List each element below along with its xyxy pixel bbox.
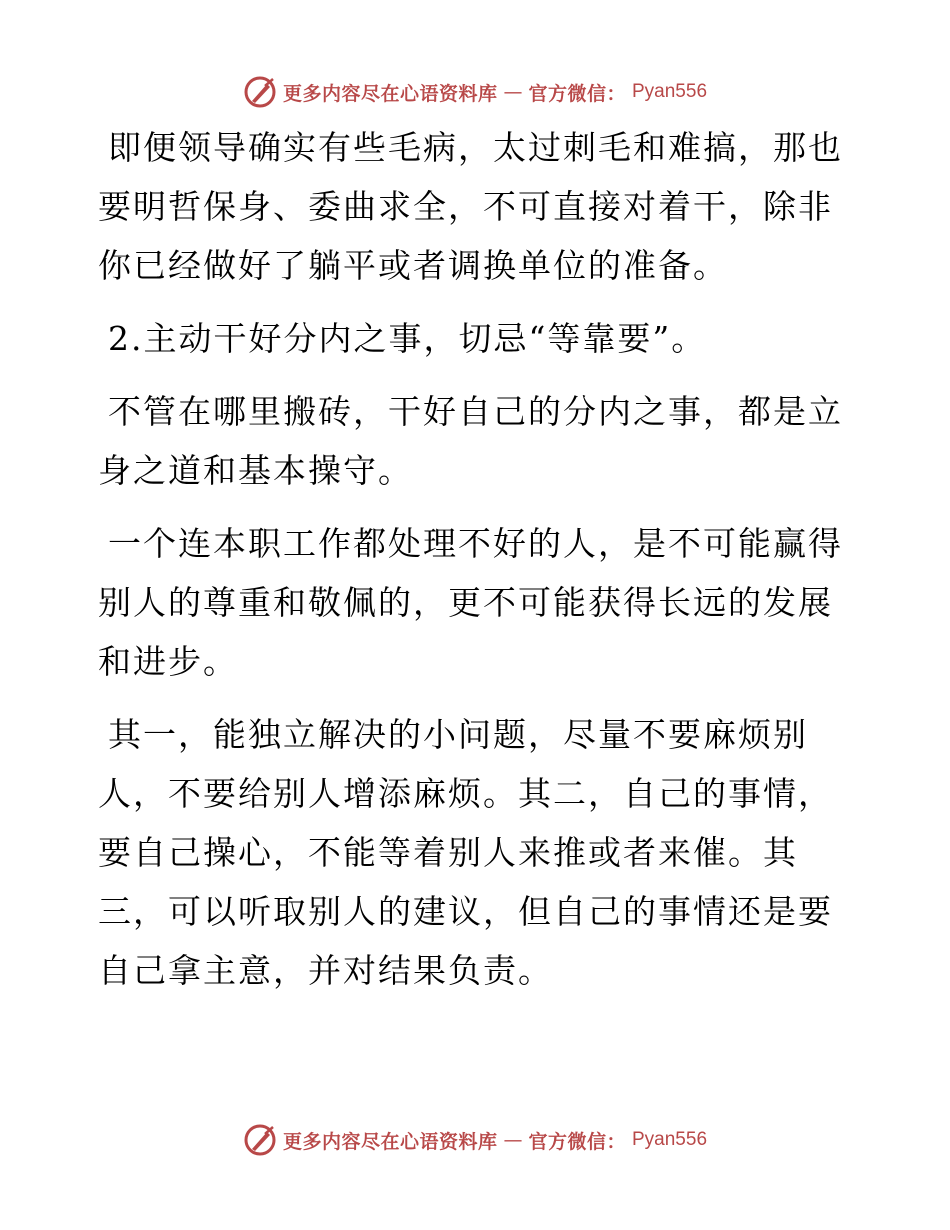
banner-wechat-id: Pyan556 xyxy=(632,1129,708,1150)
document-body xyxy=(98,118,858,1014)
paragraph-2: 2.主动干好分内之事，切忌“等靠要”。 xyxy=(108,319,707,358)
banner-separator: — xyxy=(503,1129,523,1151)
banner-wechat-label: 官方微信： xyxy=(528,82,626,105)
header-banner xyxy=(0,72,950,112)
paragraph-1: 即便领导确实有些毛病，太过刺毛和难搞，那也要明哲保身、委曲求全，不可直接对着干，除非你已经做好了躺平或者调换单位的准备。 xyxy=(98,128,843,285)
paragraph-5: 其一，能独立解决的小问题，尽量不要麻烦别人，不要给别人增添麻烦。其二，自己的事情，要自己操心，不能等着别人来推或者来催。其三，可以听取别人的建议，但自己的事情还是要自己拿主意，并对结果负责。 xyxy=(98,715,833,990)
paragraph-4: 一个连本职工作都处理不好的人，是不可能赢得别人的尊重和敬佩的，更不可能获得长远的发展和进步。 xyxy=(98,524,843,681)
banner-separator: — xyxy=(503,81,523,103)
banner-title: 更多内容尽在心语资料库 xyxy=(282,1130,498,1153)
banner-wechat-id: Pyan556 xyxy=(632,81,708,102)
paragraph-3: 不管在哪里搬砖，干好自己的分内之事，都是立身之道和基本操守。 xyxy=(98,392,843,490)
banner-wechat-label: 官方微信： xyxy=(528,1130,626,1153)
quill-seal-icon xyxy=(243,1123,277,1157)
banner-title: 更多内容尽在心语资料库 xyxy=(282,82,498,105)
footer-banner xyxy=(0,1120,950,1160)
quill-seal-icon xyxy=(243,75,277,109)
